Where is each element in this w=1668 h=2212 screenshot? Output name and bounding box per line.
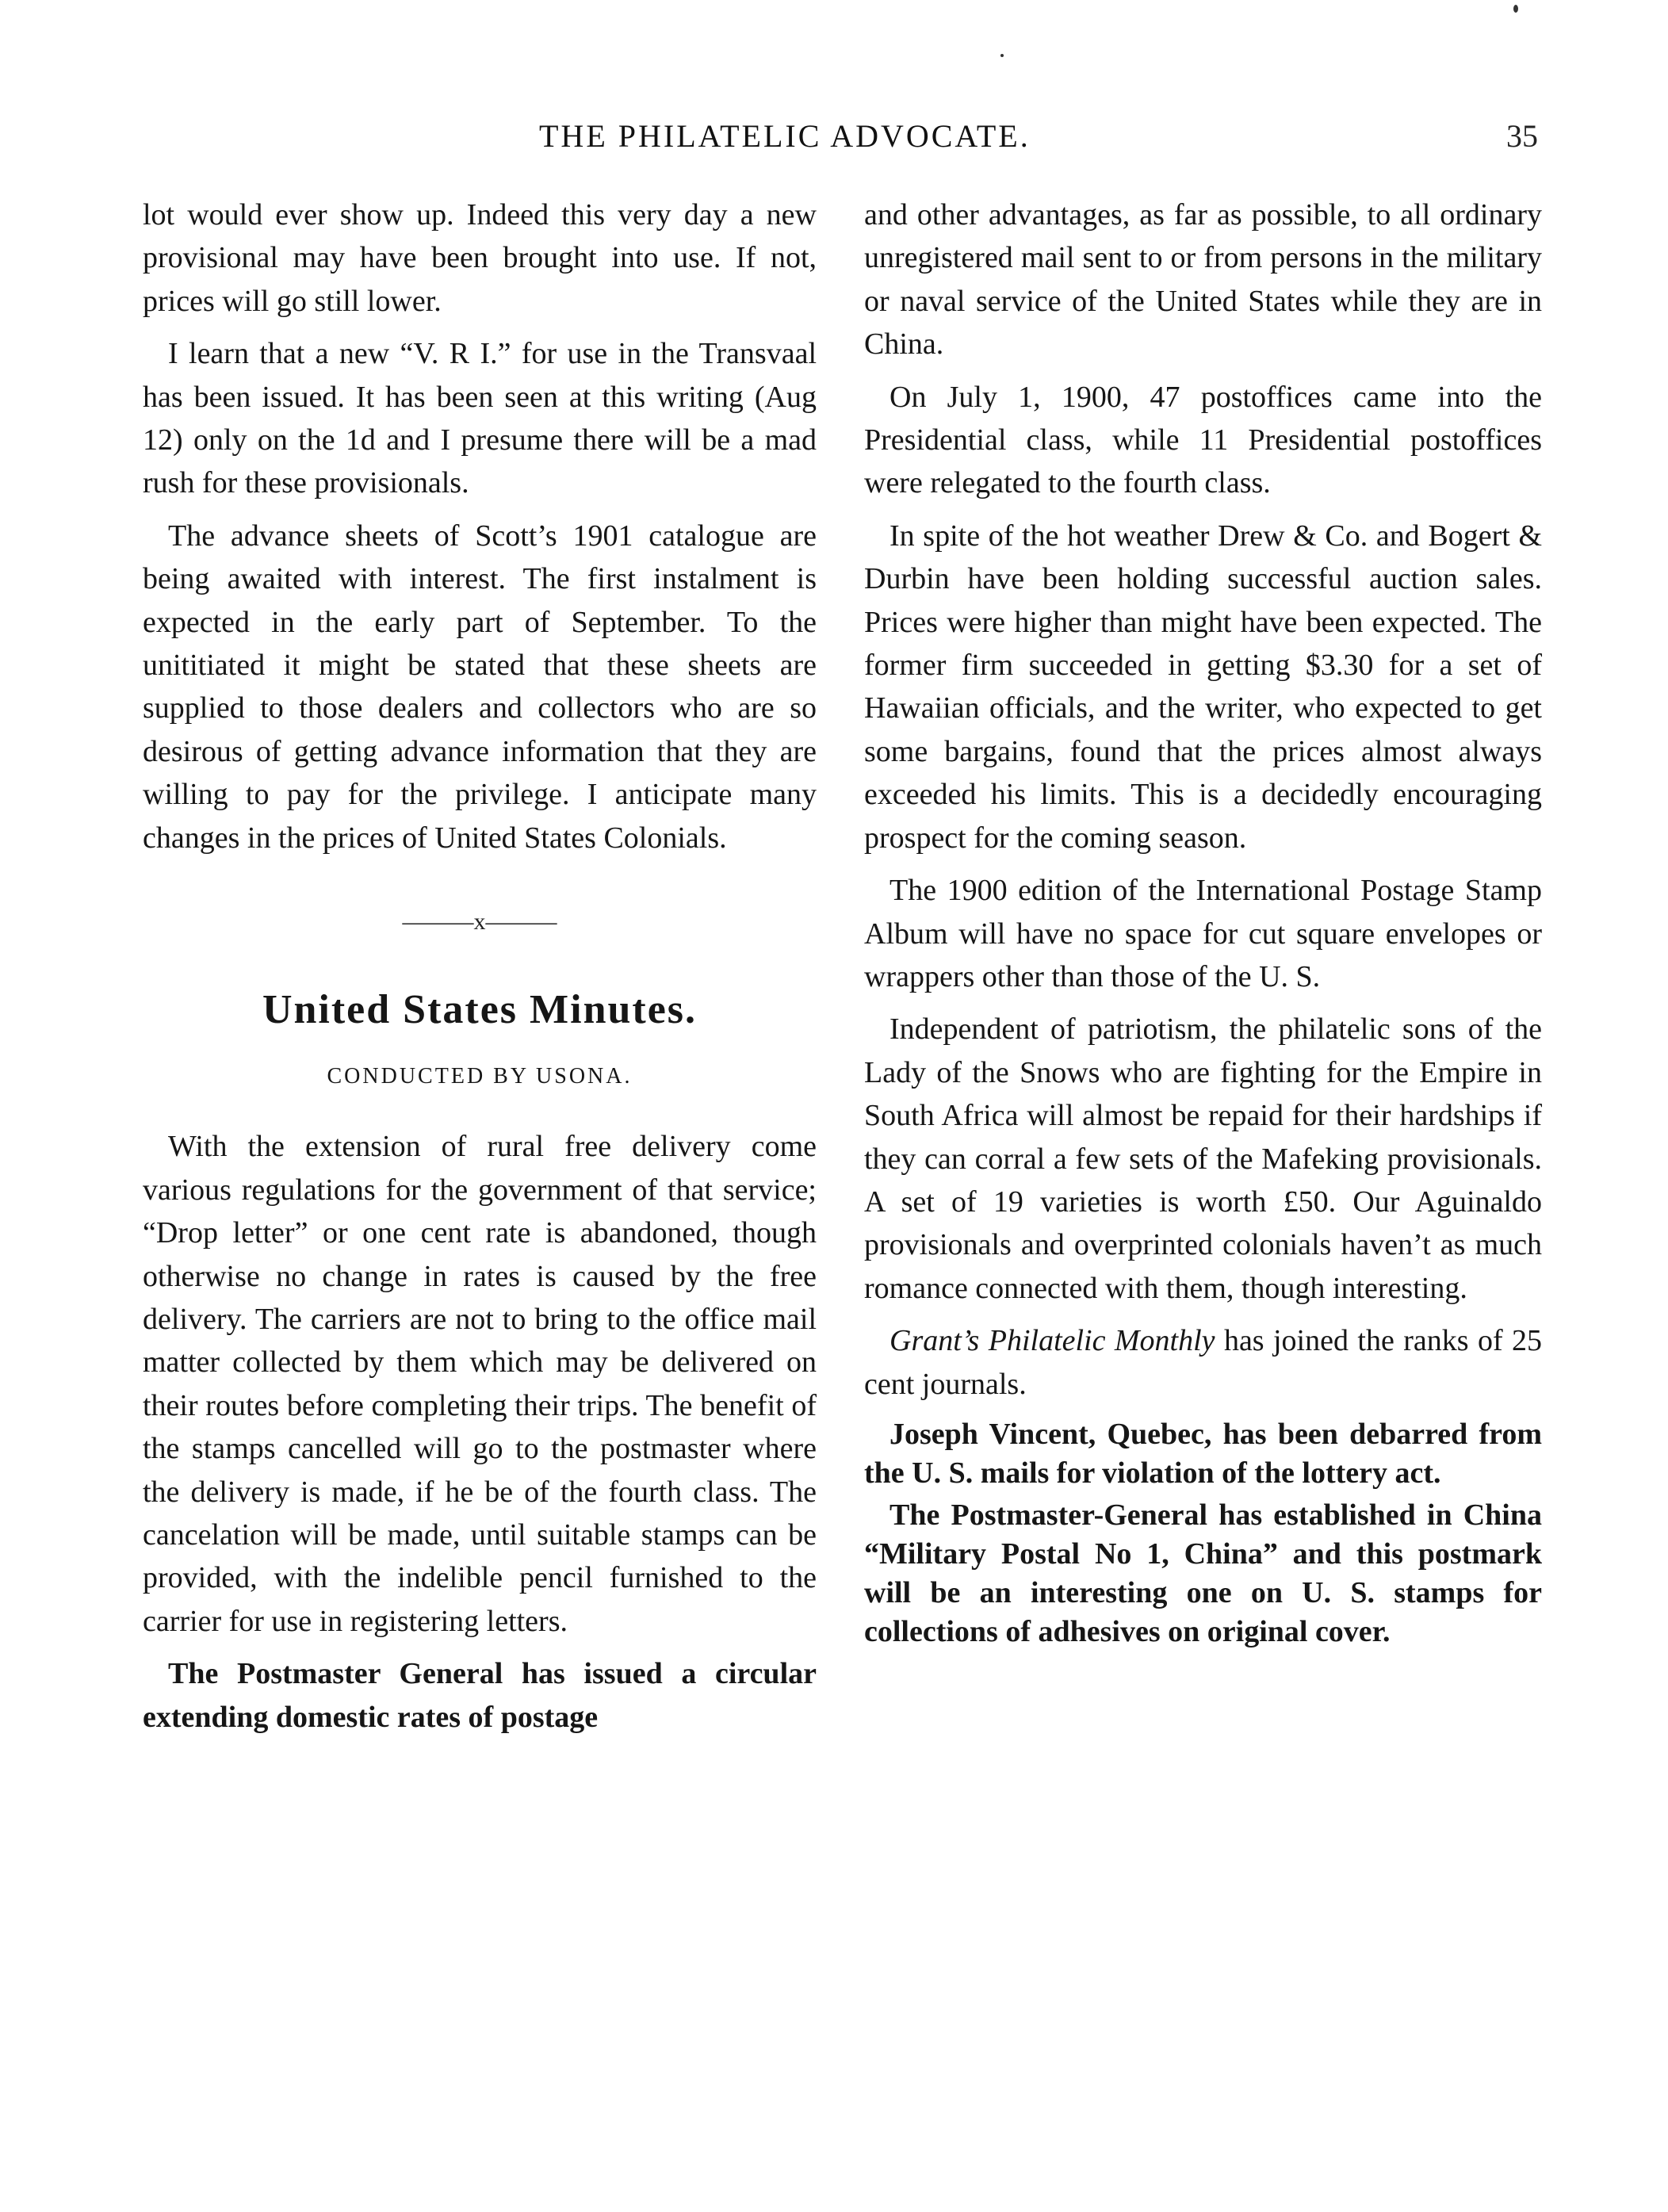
paragraph: lot would ever show up. Indeed this very day a new provisional may have been brought into use. If not, prices will go still lower. <box>143 198 817 318</box>
section-title: United States Minutes. <box>262 986 698 1032</box>
print-speck <box>1513 5 1518 13</box>
journal-title: Grant’s Philatelic Monthly <box>889 1324 1215 1358</box>
byline: CONDUCTED BY USONA. <box>327 1063 633 1089</box>
paragraph-text: has joined the ranks of 25 cent journals. <box>864 1324 1543 1401</box>
paragraph <box>864 1319 1542 1406</box>
paragraph: The Postmaster-General has established in China “Military Postal No 1, China” and this postmark will be an interesting one on U. S. stamps for collections of adhesives on original cover. <box>864 1498 1542 1648</box>
page-header <box>0 117 1668 165</box>
paragraph: With the extension of rural free delivery come various regulations for the government of that service; “Drop letter” or one cent rate is abandoned, though otherwise no change in rates is caused by the free delivery. The carriers are not to bring to the office mail matter collected by them which may be delivered on their routes before completing their trips. The benefit of the stamps cancelled will go to the postmaster where the delivery is made, if he be of the fourth class. The cancelation will be made, until suitable stamps can be provided, with the indelible pencil furnished to the carrier for use in registering letters. <box>143 1130 817 1638</box>
paragraph: Joseph Vincent, Quebec, has been debarred from the U. S. mails for violation of the lottery act. <box>864 1417 1542 1490</box>
page-number: 35 <box>1506 118 1538 154</box>
paragraph: The Postmaster General has issued a circular extending domestic rates of postage <box>143 1657 817 1734</box>
bold-notices <box>864 1415 1542 1651</box>
paragraph: On July 1, 1900, 47 postoffices came into the Presidential class, while 11 Presidential postoffices were relegated to the fourth class. <box>864 380 1542 500</box>
right-column <box>864 193 1542 1655</box>
paragraph: and other advantages, as far as possible, to all ordinary unregistered mail sent to or from persons in the military or naval service of the United States while they are in China. <box>864 198 1542 362</box>
running-title: THE PHILATELIC ADVOCATE. <box>539 118 1031 154</box>
paragraph: In spite of the hot weather Drew & Co. and Bogert & Durbin have been holding successful auction sales. Prices were higher than might have been expected. The former firm succeeded in getting $3.30 for a set of Hawaiian officials, and the writer, who expected to get some bargains, found that the prices almost always exceeded his limits. This is a decidedly encouraging prospect for the coming season. <box>864 519 1542 855</box>
paragraph: The advance sheets of Scott’s 1901 catalogue are being awaited with interest. The first instalment is expected in the early part of September. To the unititiated it might be stated that these sheets are supplied to those dealers and collectors who are so desirous of getting advance information that they are willing to pay for the privilege. I anticipate many changes in the prices of United States Colonials. <box>143 519 817 855</box>
section-divider: ———x——— <box>402 909 557 936</box>
paragraph: The 1900 edition of the International Postage Stamp Album will have no space for cut square envelopes or wrappers other than those of the U. S. <box>864 874 1542 993</box>
left-column <box>143 193 817 1748</box>
paragraph: Independent of patriotism, the philatelic sons of the Lady of the Snows who are fighting for the Empire in South Africa will almost be repaid for their hardships if they can corral a few sets of the Mafeking provisionals. A set of 19 varieties is worth £50. Our Aguinaldo provisionals and overprinted colonials haven’t as much romance connected with them, though interesting. <box>864 1012 1542 1305</box>
paragraph: I learn that a new “V. R I.” for use in the Transvaal has been issued. It has been seen at this writing (Aug 12) only on the 1d and I presume there will be a mad rush for these provisionals. <box>143 337 817 500</box>
print-speck <box>1000 54 1004 57</box>
